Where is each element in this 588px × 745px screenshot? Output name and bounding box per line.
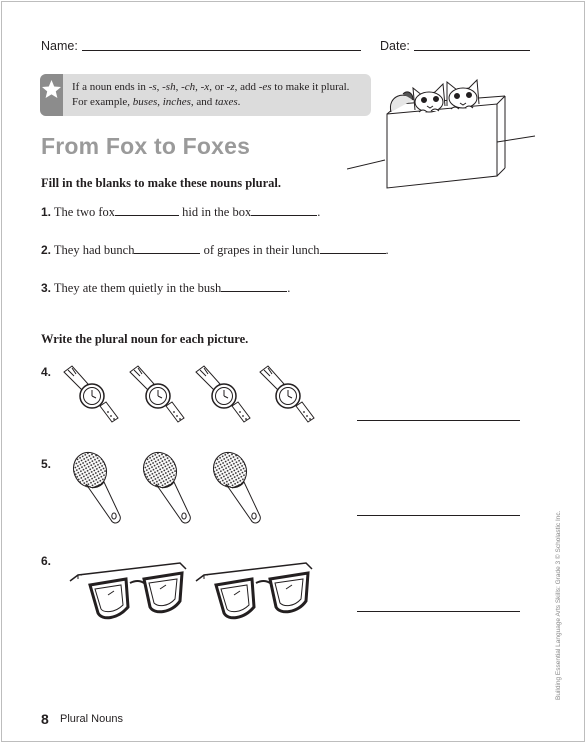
answer-blank-1a[interactable] <box>115 205 179 216</box>
page-number: 8 <box>41 711 49 727</box>
brushes-picture-group <box>66 448 266 528</box>
watch-icon <box>260 366 314 422</box>
watch-icon <box>196 366 250 422</box>
name-field[interactable] <box>82 50 361 51</box>
question-5-number: 5. <box>41 457 52 471</box>
footer-label: Plural Nouns <box>60 713 123 725</box>
glasses-picture-group <box>66 555 326 625</box>
answer-line-5[interactable] <box>357 515 520 516</box>
glasses-icon <box>196 563 312 618</box>
answer-blank-2a[interactable] <box>134 243 200 254</box>
tip-badge <box>40 74 63 116</box>
question-4-number: 4. <box>41 365 52 379</box>
brush-icon <box>207 448 260 523</box>
foxes-in-box-illustration <box>347 76 537 194</box>
date-label: Date: <box>380 39 410 53</box>
star-icon <box>40 74 63 116</box>
answer-blank-2b[interactable] <box>320 243 386 254</box>
answer-line-4[interactable] <box>357 420 520 421</box>
section2-instruction: Write the plural noun for each picture. <box>41 332 249 346</box>
name-label: Name: <box>41 39 78 53</box>
date-field[interactable] <box>414 50 530 51</box>
watches-picture-group <box>58 360 318 432</box>
brush-icon <box>67 448 120 523</box>
answer-blank-1b[interactable] <box>251 205 317 216</box>
watch-icon <box>130 366 184 422</box>
tip-text: If a noun ends in -s, -sh, -ch, -x, or -z, add -es to make it plural. For example, buses, inches, and taxes. <box>72 81 350 108</box>
question-2: 2. They had bunch of grapes in their lunch . <box>41 243 389 257</box>
question-6-number: 6. <box>41 554 52 568</box>
glasses-icon <box>70 563 186 618</box>
copyright-credit: Building Essential Language Arts Skills: Grade 3 © Scholastic Inc. <box>555 510 562 700</box>
answer-line-6[interactable] <box>357 611 520 612</box>
brush-icon <box>137 448 190 523</box>
question-1: 1. The two fox hid in the box . <box>41 205 321 219</box>
answer-blank-3[interactable] <box>221 281 287 292</box>
watch-icon <box>64 366 118 422</box>
page-title: From Fox to Foxes <box>41 133 251 159</box>
section1-instruction: Fill in the blanks to make these nouns plural. <box>41 176 281 190</box>
question-3: 3. They ate them quietly in the bush . <box>41 281 291 295</box>
